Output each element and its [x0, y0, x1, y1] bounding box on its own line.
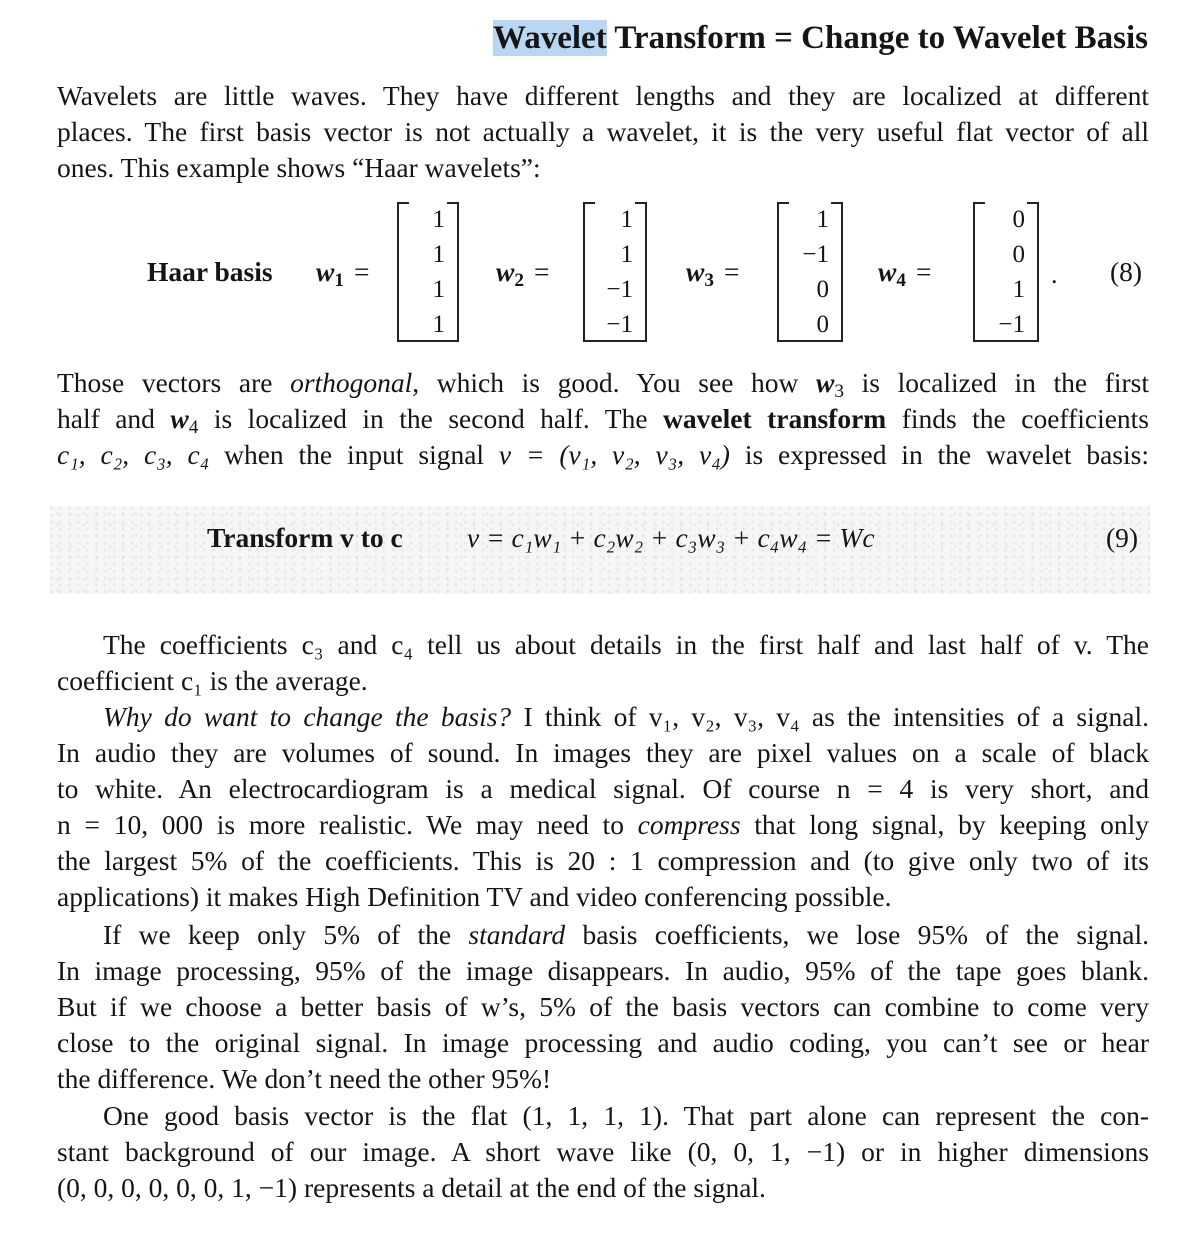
matrix-entry: 1 [620, 241, 633, 268]
page-title [0, 18, 1148, 58]
haar-basis-equation [0, 198, 1200, 348]
matrix-entry: 0 [816, 311, 829, 338]
intro-line-3: ones. This example shows “Haar wavelets”: [57, 152, 541, 183]
p4-line-2: stant background of our image. A short wave like (0, 0, 1, −1) or in higher dimensions [57, 1136, 1149, 1167]
p2-line-5: the largest 5% of the coefficients. This is 20 : 1 compression and (to give only two of its [57, 845, 1149, 876]
p3-line-3: But if we choose a better basis of w’s, 5% of the basis vectors can combine to come very [57, 991, 1149, 1022]
vector-w3-name: $w_3$ = [686, 256, 740, 291]
flat-vector-paragraph [57, 1098, 1149, 1206]
ortho-line-1: Those vectors are orthogonal, which is good. You see how $w_3$ is localized in the first [57, 367, 1149, 402]
p4-line-1: One good basis vector is the flat (1, 1, 1, 1). That part alone can represent the con- [103, 1100, 1149, 1131]
p1-line-2: coefficient c₁ is the average. [57, 665, 368, 696]
vector-w3-matrix [777, 202, 843, 342]
matrix-entry: 1 [432, 311, 445, 338]
matrix-entry: −1 [606, 276, 633, 303]
matrix-entry: 1 [816, 206, 829, 233]
coefficients-paragraph [57, 627, 1149, 699]
matrix-entry: 1 [432, 276, 445, 303]
vector-w1-matrix [397, 202, 459, 342]
ortho-line-2: half and $w_4$ is localized in the second half. The wavelet transform finds the coefficients [57, 403, 1150, 438]
intro-paragraph [57, 78, 1149, 186]
p2-line-2: In audio they are volumes of sound. In images they are pixel values on a scale of black [57, 737, 1149, 768]
why-change-paragraph [57, 699, 1149, 915]
standard-basis-paragraph [57, 917, 1149, 1097]
matrix-entry: −1 [606, 311, 633, 338]
title-rest: Transform = Change to Wavelet Basis [606, 20, 1148, 56]
p1-line-1: The coefficients c₃ and c₄ tell us about details in the first half and last half of v. The [103, 629, 1149, 660]
matrix-entry: 0 [816, 276, 829, 303]
matrix-entry: −1 [998, 311, 1025, 338]
vector-w1-name: $w_1$ = [316, 256, 370, 291]
p2-line-4: n = 10, 000 is more realistic. We may need to compress that long signal, by keeping only [57, 809, 1149, 840]
intro-line-1: Wavelets are little waves. They have different lengths and they are localized at different [57, 80, 1149, 111]
vector-w2-matrix [583, 202, 647, 342]
haar-basis-label: Haar basis [147, 256, 273, 287]
equation-number-8: (8) [1110, 256, 1143, 287]
matrix-entry: 1 [432, 241, 445, 268]
p2-line-6: applications) it makes High Definition TV and video conferencing possible. [57, 881, 892, 912]
vector-w2-name: $w_2$ = [496, 256, 550, 291]
matrix-entry: 0 [1012, 241, 1025, 268]
orthogonal-paragraph [57, 365, 1149, 473]
matrix-entry: 0 [1012, 206, 1025, 233]
matrix-entry: −1 [802, 241, 829, 268]
vector-w4-matrix [973, 202, 1039, 342]
equation-number-9: (9) [1106, 522, 1139, 553]
p2-line-3: to white. An electrocardiogram is a medical signal. Of course n = 4 is very short, and [57, 773, 1149, 804]
p4-line-3: (0, 0, 0, 0, 0, 0, 1, −1) represents a detail at the end of the signal. [57, 1172, 766, 1203]
p2-line-1: Why do want to change the basis? I think of v₁, v₂, v₃, v₄ as the intensities of a signal. [103, 701, 1149, 732]
matrix-entry: 1 [620, 206, 633, 233]
p3-line-4: close to the original signal. In image processing and audio coding, you can’t see or hear [57, 1027, 1149, 1058]
vector-w4-name: $w_4$ = [878, 256, 932, 291]
transform-label: Transform v to c [207, 522, 403, 553]
equation-period: . [1051, 260, 1058, 289]
p3-line-1: If we keep only 5% of the standard basis coefficients, we lose 95% of the signal. [103, 919, 1149, 950]
title-highlighted-word: Wavelet [493, 20, 607, 56]
p3-line-5: the difference. We don’t need the other 95%! [57, 1063, 552, 1094]
matrix-entry: 1 [432, 206, 445, 233]
ortho-line-3: c₁, c₂, c₃, c₄ when the input signal v = (v₁, v₂, v₃, v₄) is expressed in the wavelet basis: [57, 439, 1149, 470]
transform-equation: v = c₁w₁ + c₂w₂ + c₃w₃ + c₄w₄ = Wc [467, 522, 875, 553]
p3-line-2: In image processing, 95% of the image disappears. In audio, 95% of the tape goes blank. [57, 955, 1149, 986]
matrix-entry: 1 [1012, 276, 1025, 303]
intro-line-2: places. The first basis vector is not actually a wavelet, it is the very useful flat vector of all [57, 116, 1149, 147]
